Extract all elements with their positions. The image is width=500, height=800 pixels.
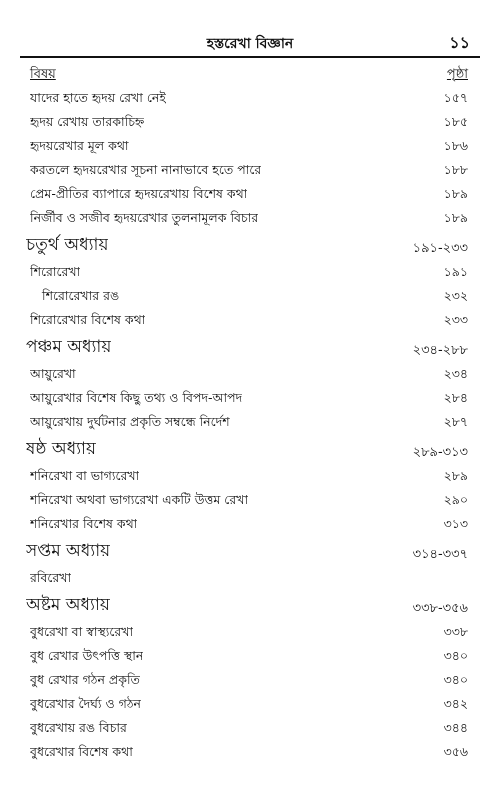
entry-title: হৃদয়রেখার মূল কথা <box>30 138 129 153</box>
chapter-page-range: ৩৩৮-৩৫৬ <box>412 601 468 616</box>
chapter-title: পঞ্চম অধ্যায় <box>26 337 112 357</box>
entry-title: আয়ুরেখার বিশেষ কিছু তথ্য ও বিপদ-আপদ <box>30 390 243 405</box>
chapter-heading-row <box>20 434 480 464</box>
toc-entry-row <box>20 620 480 644</box>
entry-page-number: ৩১৩ <box>443 516 468 531</box>
toc-entry-row <box>20 206 480 230</box>
chapter-page-range: ১৯১-২৩৩ <box>412 241 468 256</box>
entry-page-number: ২৩৩ <box>443 312 468 327</box>
toc-entry-row <box>20 362 480 386</box>
entry-page-number: ১৮৮ <box>443 162 468 177</box>
entry-page-number: ২৮৭ <box>443 414 468 429</box>
entry-page-number: ১৮৫ <box>443 114 468 129</box>
entry-title: করতলে হৃদয়রেখার সূচনা নানাভাবে হতে পারে <box>30 162 262 177</box>
chapter-heading-row <box>20 590 480 620</box>
toc-entry-row <box>20 464 480 488</box>
book-title: হস্তরেখা বিজ্ঞান <box>206 36 294 52</box>
entry-page-number: ৩৫৬ <box>443 744 468 759</box>
entry-page-number: ২৯০ <box>443 492 468 507</box>
chapter-title: চতুর্থ অধ্যায় <box>26 235 109 255</box>
chapter-heading-row <box>20 536 480 566</box>
entry-title: বুধ রেখার উৎপত্তি স্থান <box>30 648 144 663</box>
entry-title: বুধ রেখার গঠন প্রকৃতি <box>30 672 140 687</box>
toc-entry-row <box>20 86 480 110</box>
entry-page-number: ১৮৯ <box>443 186 468 201</box>
document-page <box>20 28 480 764</box>
entry-title: বুধরেখা বা স্বাস্থ্যরেখা <box>30 624 134 639</box>
entry-page-number: ২৮৯ <box>443 468 468 483</box>
toc-entry-row <box>20 308 480 332</box>
entry-page-number: ১৫৭ <box>443 90 468 105</box>
table-of-contents <box>20 64 480 764</box>
toc-entry-row <box>20 512 480 536</box>
chapter-page-range: ৩১৪-৩৩৭ <box>412 547 468 562</box>
toc-entry-row <box>20 668 480 692</box>
entry-title: নির্জীব ও সজীব হৃদয়রেখার তুলনামূলক বিচার <box>30 210 259 225</box>
entry-title: শিরোরেখার রঙ <box>42 288 120 303</box>
entry-title: শিরোরেখা <box>30 264 81 279</box>
entry-title: হৃদয় রেখায় তারকাচিহ্ন <box>30 114 145 129</box>
toc-entry-row <box>20 488 480 512</box>
toc-entry-row <box>20 158 480 182</box>
toc-entry-row <box>20 260 480 284</box>
toc-entry-row <box>20 386 480 410</box>
entry-page-number: ১৮৬ <box>443 138 468 153</box>
toc-entry-row <box>20 284 480 308</box>
entry-page-number: ৩৪৪ <box>443 720 468 735</box>
toc-entry-row <box>20 716 480 740</box>
entry-page-number: ৩৪০ <box>443 672 468 687</box>
toc-entry-row <box>20 134 480 158</box>
toc-entry-row <box>20 644 480 668</box>
page-number: ১১ <box>449 33 470 52</box>
entry-page-number: ১৮৯ <box>443 210 468 225</box>
entry-title: বুধরেখার দৈর্ঘ্য ও গঠন <box>30 696 141 711</box>
chapter-page-range: ২৩৪-২৮৮ <box>412 343 468 358</box>
toc-entry-row <box>20 182 480 206</box>
chapter-title: সপ্তম অধ্যায় <box>26 541 111 561</box>
entry-title: শনিরেখা অথবা ভাগ্যরেখা একটি উত্তম রেখা <box>30 492 249 507</box>
entry-title: শনিরেখার বিশেষ কথা <box>30 516 138 531</box>
entry-title: আয়ুরেখায় দুর্ঘটনার প্রকৃতি সম্বন্ধে নির্দেশ <box>30 414 230 429</box>
entry-title: শনিরেখা বা ভাগ্যরেখা <box>30 468 140 483</box>
chapter-heading-row <box>20 332 480 362</box>
toc-entry-row <box>20 566 480 590</box>
entry-title: রবিরেখা <box>30 570 72 585</box>
entry-title: প্রেম-প্রীতির ব্যাপারে হৃদয়রেখায় বিশেষ কথা <box>30 186 248 201</box>
entry-page-number: ৩৪০ <box>443 648 468 663</box>
entry-title: শিরোরেখার বিশেষ কথা <box>30 312 146 327</box>
entry-page-number: ৩৪২ <box>443 696 468 711</box>
entry-page-number: ২৩৪ <box>443 366 468 381</box>
entry-title: বুধরেখায় রঙ বিচার <box>30 720 127 735</box>
entry-page-number: ১৯১ <box>443 264 468 279</box>
entry-page-number: ৩৩৮ <box>443 624 468 639</box>
chapter-heading-row <box>20 230 480 260</box>
entry-title: বুধরেখার বিশেষ কথা <box>30 744 133 759</box>
entry-title: আয়ুরেখা <box>30 366 76 381</box>
chapter-page-range: ২৮৯-৩১৩ <box>412 445 468 460</box>
chapter-title: অষ্টম অধ্যায় <box>26 595 110 615</box>
subject-column-label: বিষয় <box>30 67 56 82</box>
toc-column-header <box>20 64 480 86</box>
page-header <box>20 28 480 58</box>
toc-entry-row <box>20 110 480 134</box>
entry-page-number: ২৩২ <box>443 288 468 303</box>
entry-page-number: ২৮৪ <box>443 390 468 405</box>
toc-entry-row <box>20 410 480 434</box>
page-column-label: পৃষ্ঠা <box>446 67 468 82</box>
chapter-title: ষষ্ঠ অধ্যায় <box>26 439 96 459</box>
toc-entry-row <box>20 740 480 764</box>
entry-title: যাদের হাতে হৃদয় রেখা নেই <box>30 90 166 105</box>
toc-entry-row <box>20 692 480 716</box>
